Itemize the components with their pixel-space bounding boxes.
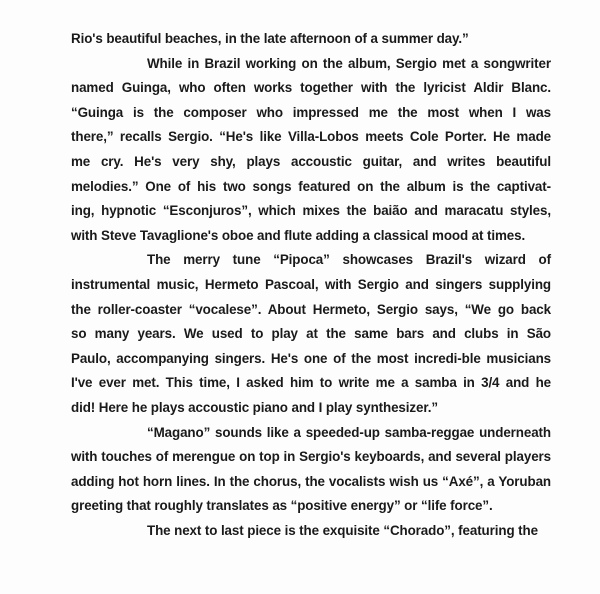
text-line: I've ever met. This time, I asked him to write me a samba in 3/4 and he <box>71 375 551 391</box>
text-line: instrumental music, Hermeto Pascoal, with Sergio and singers supplying <box>71 276 551 292</box>
text-line: named Guinga, who often works together with the lyricist Aldir Blanc. <box>71 80 551 96</box>
text-line: so many years. We used to play at the same bars and clubs in São <box>71 326 551 342</box>
paragraph <box>71 421 551 519</box>
paragraph <box>71 52 551 249</box>
text-line: The merry tune “Pipoca” showcases Brazil's wizard of <box>147 252 551 268</box>
liner-notes-text <box>71 27 551 543</box>
paragraph <box>71 519 551 544</box>
text-line: “Magano” sounds like a speeded-up samba-reggae underneath <box>147 424 551 440</box>
text-line: ing, hypnotic “Esconjuros”, which mixes the baião and maracatu styles, <box>71 203 551 219</box>
paragraph <box>71 248 551 420</box>
text-line: there,” recalls Sergio. “He's like Villa-Lobos meets Cole Porter. He made <box>71 129 551 145</box>
text-line: “Guinga is the composer who impressed me the most when I was <box>71 104 551 120</box>
text-line: Paulo, accompanying singers. He's one of the most incredi-ble musicians <box>71 350 551 366</box>
text-line: with Steve Tavaglione's oboe and flute adding a classical mood at times. <box>71 227 526 243</box>
paragraph <box>71 27 551 52</box>
text-line: Rio's beautiful beaches, in the late afternoon of a summer day.” <box>71 31 469 46</box>
text-line: adding hot horn lines. In the chorus, the vocalists wish us “Axé”, a Yoruban <box>71 473 551 489</box>
text-line: greeting that roughly translates as “positive energy” or “life force”. <box>71 498 493 514</box>
text-line: me cry. He's very shy, plays accoustic guitar, and writes beautiful <box>71 153 551 169</box>
text-line: with touches of merengue on top in Sergio's keyboards, and several players <box>71 449 551 465</box>
text-line: The next to last piece is the exquisite “Chorado”, featuring the <box>147 522 538 538</box>
text-line: melodies.” One of his two songs featured on the album is the captivat- <box>71 178 551 194</box>
text-line: the roller-coaster “vocalese”. About Hermeto, Sergio says, “We go back <box>71 301 551 317</box>
text-line: While in Brazil working on the album, Sergio met a songwriter <box>147 55 551 71</box>
text-line: did! Here he plays accoustic piano and I play synthesizer.” <box>71 399 438 415</box>
